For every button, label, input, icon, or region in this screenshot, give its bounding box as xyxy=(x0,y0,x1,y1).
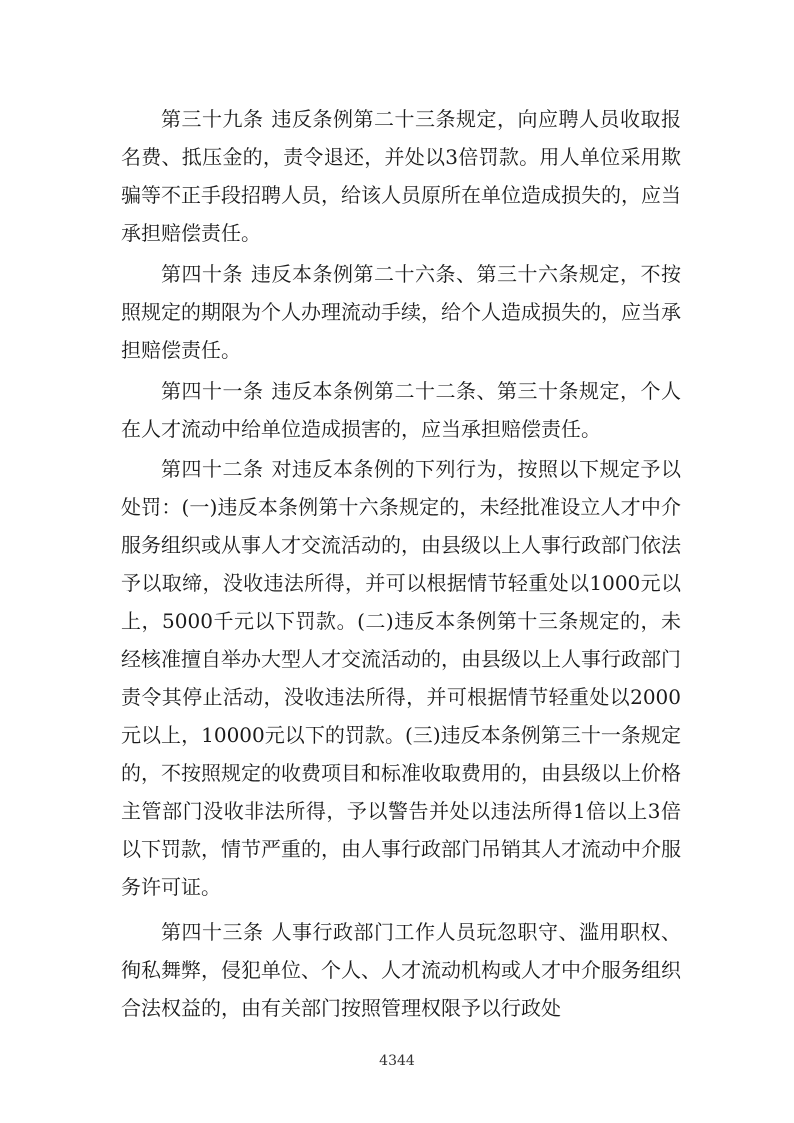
article-42-paragraph xyxy=(121,450,681,906)
article-40-paragraph xyxy=(121,255,681,369)
article-heading: 第四十一条 xyxy=(161,379,264,403)
article-body: 人事行政部门工作人员玩忽职守、滥用职权、徇私舞弊，侵犯单位、个人、人才流动机构或人才中介服务组织合法权益的，由有关部门按照管理权限予以行政处 xyxy=(121,920,681,1020)
page-number: 4344 xyxy=(379,1053,415,1069)
article-heading: 第四十二条 xyxy=(161,457,264,481)
article-body: 违反条例第二十三条规定，向应聘人员收取报名费、抵压金的，责令退还，并处以3倍罚款。用人单位采用欺骗等不正手段招聘人员，给该人员原所在单位造成损失的，应当承担赔偿责任。 xyxy=(121,107,681,245)
article-body: 对违反本条例的下列行为，按照以下规定予以处罚：(一)违反本条例第十六条规定的，未经批准设立人才中介服务组织或从事人才交流活动的，由县级以上人事行政部门依法予以取缔，没收违法所得，并可以根据情节轻重处以1000元以上，5000千元以下罚款。(二)违反本条例第十三条规定的，未经核准擅自举办大型人才交流活动的，由县级以上人事行政部门责令其停止活动，没收违法所得，并可根据情节轻重处以2000元以上，10000元以下的罚款。(三)违反本条例第三十一条规定的，不按照规定的收费项目和标准收取费用的，由县级以上价格主管部门没收非法所得，予以警告并处以违法所得1倍以上3倍以下罚款，情节严重的，由人事行政部门吊销其人才流动中介服务许可证。 xyxy=(121,457,681,899)
article-heading: 第四十条 xyxy=(161,262,243,286)
article-body: 违反本条例第二十二条、第三十条规定，个人在人才流动中给单位造成损害的，应当承担赔偿责任。 xyxy=(121,379,681,441)
article-heading: 第三十九条 xyxy=(161,107,264,131)
article-body: 违反本条例第二十六条、第三十六条规定，不按照规定的期限为个人办理流动手续，给个人造成损失的，应当承担赔偿责任。 xyxy=(121,262,681,362)
article-43-paragraph xyxy=(121,913,681,1027)
article-heading: 第四十三条 xyxy=(161,920,264,944)
article-39-paragraph xyxy=(121,100,681,252)
article-41-paragraph xyxy=(121,372,681,448)
